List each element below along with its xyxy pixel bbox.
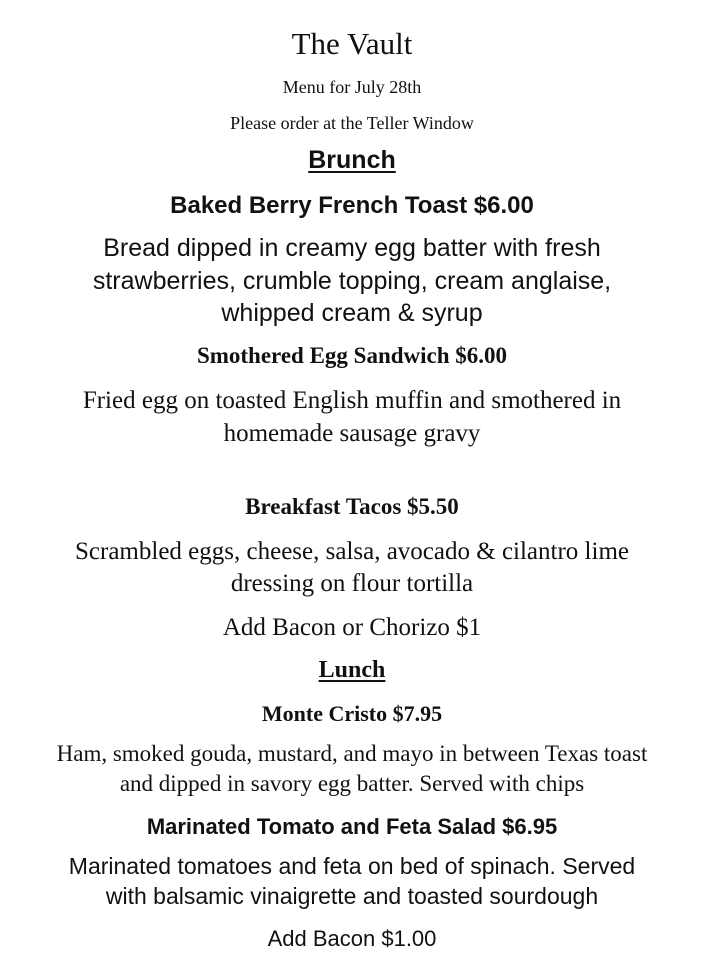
item-description-line: with balsamic vinaigrette and toasted sourdough <box>105 883 599 909</box>
item-description-line: and dipped in savory egg batter. Served with chips <box>119 771 585 796</box>
item-name-price: Breakfast Tacos $5.50 <box>245 494 459 519</box>
menu-date: Menu for July 28th <box>282 77 422 97</box>
item-addon: Add Bacon $1.00 <box>267 926 437 951</box>
item-description-line: whipped cream & syrup <box>221 299 483 327</box>
item-name-price: Smothered Egg Sandwich $6.00 <box>196 343 508 368</box>
item-name-price: Marinated Tomato and Feta Salad $6.95 <box>146 814 558 839</box>
item-description-line: Scrambled eggs, cheese, salsa, avocado & cilantro lime <box>75 538 629 565</box>
item-description-line: strawberries, crumble topping, cream anglaise, <box>92 267 612 295</box>
order-instruction: Please order at the Teller Window <box>230 113 474 133</box>
item-name-price: Monte Cristo $7.95 <box>261 701 443 726</box>
item-description-line: dressing on flour tortilla <box>230 570 474 597</box>
brunch-heading: Brunch <box>308 146 396 174</box>
item-description-line: Bread dipped in creamy egg batter with fresh <box>103 234 601 262</box>
item-name-price: Baked Berry French Toast $6.00 <box>170 192 534 219</box>
lunch-heading: Lunch <box>318 657 386 683</box>
item-description-line: Marinated tomatoes and feta on bed of spinach. Served <box>68 853 636 879</box>
menu-title: The Vault <box>291 26 413 61</box>
item-description-line: Fried egg on toasted English muffin and smothered in <box>82 387 622 414</box>
item-addon: Add Bacon or Chorizo $1 <box>222 614 482 641</box>
item-description-line: homemade sausage gravy <box>223 420 481 447</box>
item-description-line: Ham, smoked gouda, mustard, and mayo in between Texas toast <box>56 741 648 766</box>
